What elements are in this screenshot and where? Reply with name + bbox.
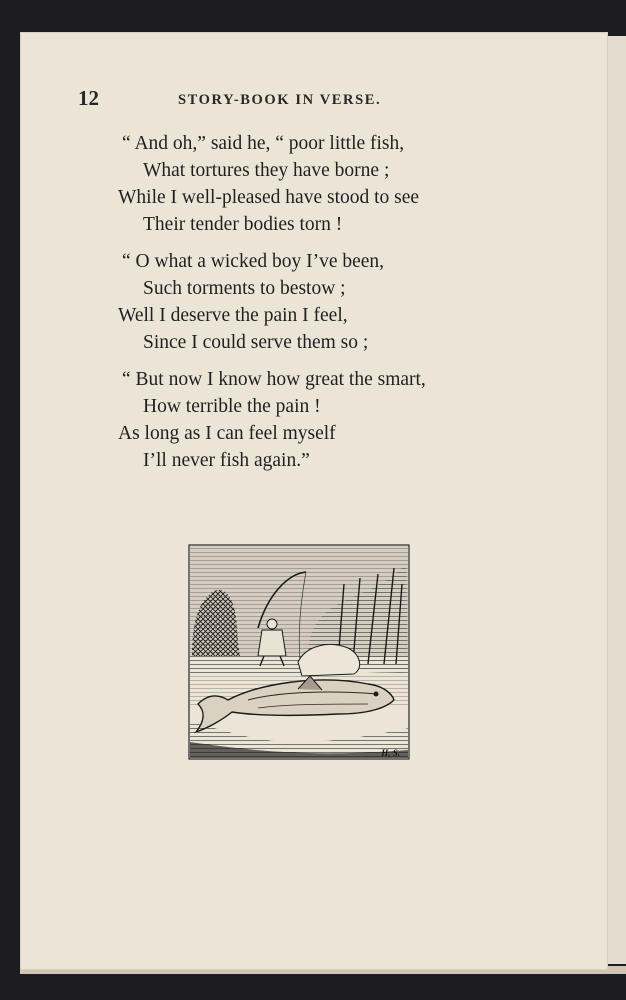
- stanza-3: [118, 366, 538, 474]
- poem-line: As long as I can feel myself: [118, 423, 336, 444]
- poem: [118, 130, 538, 484]
- poem-line: I’ll never fish again.”: [143, 450, 310, 471]
- poem-line: “ O what a wicked boy I’ve been,: [122, 251, 385, 272]
- poem-line: “ And oh,” said he, “ poor little fish,: [122, 133, 405, 154]
- stanza-1: [118, 130, 538, 238]
- poem-line: Their tender bodies torn !: [143, 214, 343, 235]
- poem-line: “ But now I know how great the smart,: [122, 369, 426, 390]
- stanza-2: [118, 248, 538, 356]
- poem-line: Since I could serve them so ;: [143, 332, 369, 353]
- poem-line: What tortures they have borne ;: [143, 160, 390, 181]
- engraver-signature: H. S.: [381, 748, 400, 758]
- running-head: STORY-BOOK IN VERSE.: [178, 92, 382, 108]
- poem-line: How terrible the pain !: [143, 396, 321, 417]
- poem-line: While I well-pleased have stood to see: [118, 187, 420, 208]
- page-header: [78, 86, 458, 112]
- poem-line: Such torments to bestow ;: [143, 278, 346, 299]
- woodcut-illustration: [188, 544, 410, 760]
- woodcut-fish-angler-icon: [188, 544, 410, 760]
- poem-line: Well I deserve the pain I feel,: [118, 305, 348, 326]
- page-number: 12: [78, 86, 99, 110]
